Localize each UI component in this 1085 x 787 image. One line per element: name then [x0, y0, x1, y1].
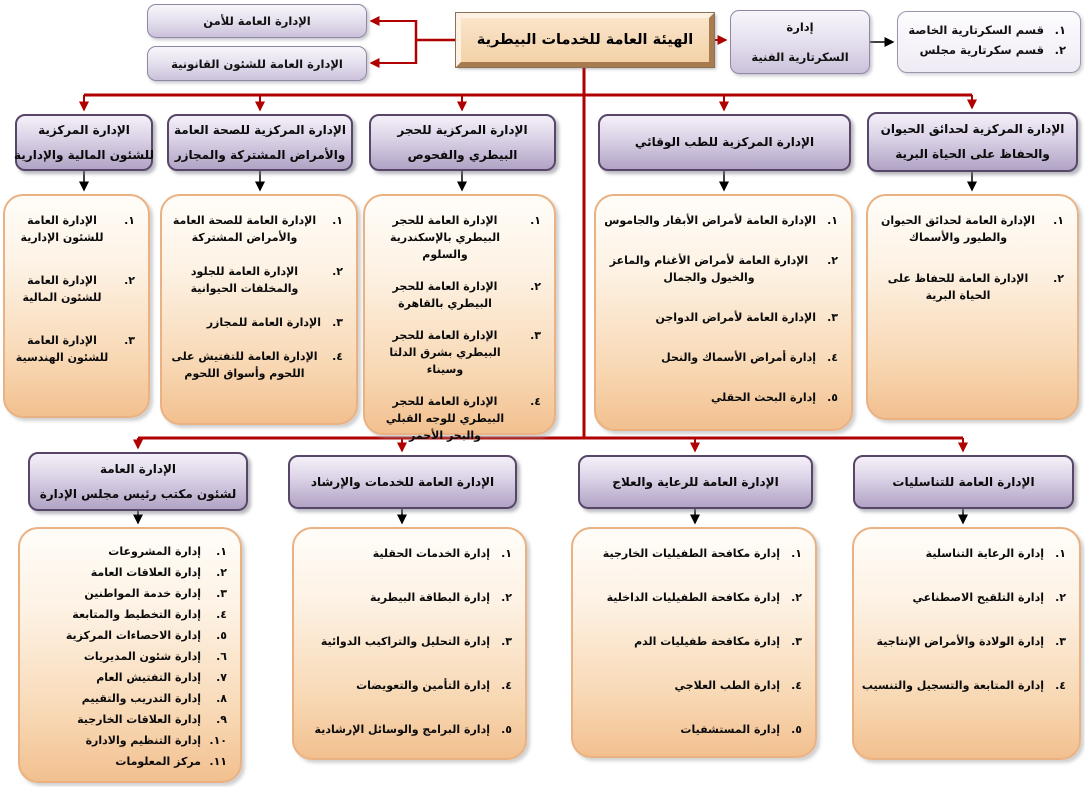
- list-item: ٦. إدارة شئون المديريات: [83, 650, 227, 663]
- list-item: ١٠. إدارة التنظيم والادارة: [85, 734, 227, 747]
- central-header-preventive-medicine: الإدارة المركزية للطب الوقائي: [598, 114, 851, 171]
- legal-affairs-dept-box: [147, 46, 367, 81]
- general-list-services-extension: [292, 527, 527, 760]
- list-item: ١. الإدارة العامة للحجر البيطري بالإسكندرية والسلوم: [390, 214, 541, 262]
- list-item: ٢. قسم سكرتارية مجلس: [919, 43, 1066, 57]
- list-item: ١. الإدارة العامة للشئون الإدارية: [20, 214, 135, 245]
- general-header-care-treatment: الإدارة العامة للرعاية والعلاج: [578, 455, 813, 509]
- general-list-chairman-office: [18, 527, 242, 783]
- technical-secretariat-line1: إدارة: [786, 20, 814, 34]
- list-item: ٤. إدارة المتابعة والتسجيل والتنسيب: [861, 679, 1066, 693]
- security-dept-box: [147, 4, 367, 38]
- list-item: ٣. إدارة مكافحة طفيليات الدم: [634, 635, 802, 649]
- central-header-zoos-wildlife: الإدارة المركزية لحدائق الحيوان والحفاظ على الحياة البرية: [867, 112, 1078, 172]
- list-item: ٤. إدارة أمراض الأسماك والنحل: [661, 351, 838, 365]
- general-list-care-treatment: [571, 527, 817, 758]
- central-list-zoos-wildlife: [866, 194, 1079, 420]
- list-item: ٨. إدارة التدريب والتقييم: [81, 692, 227, 705]
- list-item: ٤. إدارة التخطيط والمتابعة: [72, 608, 227, 621]
- list-item: ٢. الإدارة العامة للشئون المالية: [22, 274, 135, 305]
- list-item: ٢. إدارة البطاقة البيطرية: [369, 591, 512, 605]
- list-item: ٢. إدارة التلقيح الاصطناعي: [912, 591, 1066, 605]
- list-item: ٤. الإدارة العامة للتفتيش على اللحوم وأسواق اللحوم: [171, 350, 343, 381]
- list-item: ٤. إدارة الطب العلاجي: [674, 679, 802, 693]
- general-header-chairman-office: الإدارة العامة لشئون مكتب رئيس مجلس الإدارة: [28, 452, 248, 511]
- list-item: ٢. إدارة العلاقات العامة: [90, 566, 227, 579]
- list-item: ٣. إدارة التحليل والتراكيب الدوائية: [320, 635, 512, 649]
- list-item: ٥. إدارة البرامج والوسائل الإرشادية: [314, 723, 512, 737]
- legal-affairs-dept-label: الإدارة العامة للشئون القانونية: [171, 56, 343, 71]
- list-item: ٢. الإدارة العامة للحجر البيطري بالقاهرة: [392, 280, 541, 311]
- root-title-box: [456, 13, 714, 67]
- central-header-quarantine: الإدارة المركزية للحجر البيطري والفحوص: [369, 114, 556, 171]
- list-item: ٥. إدارة البحث الحقلي: [711, 391, 838, 405]
- technical-secretariat-box: [730, 10, 870, 74]
- list-item: ٢. الإدارة العامة للحفاظ على الحياة البرية: [887, 272, 1064, 303]
- general-header-reproduction: الإدارة العامة للتناسليات: [853, 455, 1074, 509]
- list-item: ١. إدارة الرعاية التناسلية: [925, 547, 1066, 560]
- list-item: ١١. مركز المعلومات: [115, 755, 227, 768]
- list-item: ٣. الإدارة العامة للحجر البيطري بشرق الدلتا وسيناء: [389, 329, 541, 377]
- list-item: ١. الإدارة العامة للصحة العامة والأمراض المشتركة: [172, 214, 343, 245]
- list-item: ٣. الإدارة العامة لأمراض الدواجن: [655, 311, 838, 325]
- central-header-finance-admin: الإدارة المركزية للشئون المالية والإدارية: [15, 114, 153, 171]
- list-item: ٣. إدارة الولادة والأمراض الإنتاجية: [876, 635, 1066, 649]
- root-title: الهيئة العامة للخدمات البيطرية: [476, 32, 694, 48]
- security-dept-label: الإدارة العامة للأمن: [203, 14, 311, 28]
- list-item: ٧. إدارة التفتيش العام: [96, 671, 227, 684]
- list-item: ٤. الإدارة العامة للحجر البيطري للوجه القبلي والبحر الأحمر: [385, 395, 541, 443]
- central-header-public-health: الإدارة المركزية للصحة العامة والأمراض المشتركة والمجازر: [167, 114, 353, 171]
- list-item: ٥. إدارة المستشفيات: [680, 723, 802, 737]
- secretariat-sections-box: [897, 11, 1081, 73]
- list-item: ٣. الإدارة العامة للمجازر: [206, 316, 343, 330]
- list-item: ١. إدارة الخدمات الحقلية: [372, 547, 512, 560]
- list-item: ٥. إدارة الاحصاءات المركزية: [65, 629, 227, 642]
- central-list-quarantine: [363, 194, 556, 443]
- list-item: ٩. إدارة العلاقات الخارجية: [77, 713, 227, 726]
- list-item: ٣. إدارة خدمة المواطنين: [84, 587, 227, 600]
- list-item: ١. الإدارة العامة لحدائق الحيوان والطيور والأسماك: [880, 214, 1064, 245]
- list-item: ١. الإدارة العامة لأمراض الأبقار والجاموس: [604, 214, 838, 227]
- central-list-finance-admin: [3, 194, 150, 418]
- list-item: ١. قسم السكرتارية الخاصة: [908, 23, 1066, 37]
- technical-secretariat-line2: السكرتارية الفنية: [751, 50, 849, 64]
- list-item: ٢. الإدارة العامة للجلود والمخلفات الحيوانية: [190, 265, 343, 296]
- general-header-services-extension: الإدارة العامة للخدمات والإرشاد: [288, 455, 517, 509]
- central-list-public-health: [160, 194, 358, 425]
- list-item: ١. إدارة المشروعات: [108, 545, 227, 558]
- list-item: ٣. الإدارة العامة للشئون الهندسية: [15, 334, 135, 365]
- list-item: ٢. الإدارة العامة لأمراض الأغنام والماعز والخيول والجمال: [609, 254, 838, 285]
- general-list-reproduction: [852, 527, 1081, 760]
- list-item: ٢. إدارة مكافحة الطفيليات الداخلية: [606, 591, 802, 605]
- list-item: ٤. إدارة التأمين والتعويضات: [356, 679, 512, 693]
- central-list-preventive-medicine: [594, 194, 853, 431]
- list-item: ١. إدارة مكافحة الطفيليات الخارجية: [602, 547, 802, 560]
